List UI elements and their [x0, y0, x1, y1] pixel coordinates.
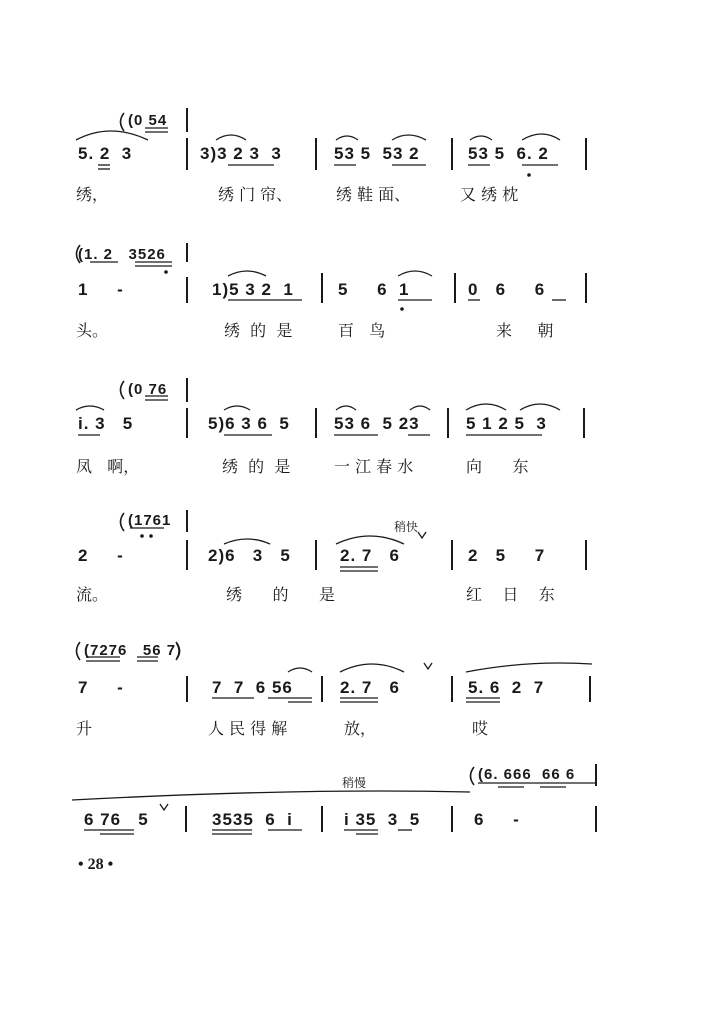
lyric-5-2: 人 民 得 解	[208, 719, 288, 738]
measure-4-2: 2)6 3 5	[208, 546, 291, 565]
lyric-2-2: 绣 的 是	[224, 321, 293, 340]
lyric-4-4: 红 日 东	[466, 585, 555, 604]
measure-6-4: 6 -	[474, 810, 520, 829]
measure-4-1: 2 -	[78, 546, 124, 565]
lyric-3-3: 一 江 春 水	[334, 457, 414, 476]
lyric-4-1: 流。	[76, 585, 109, 604]
measure-1-3: 53 5 53 2	[334, 144, 420, 163]
measure-5-2: 7 7 6 56	[212, 678, 293, 697]
lyric-4-2: 绣 的 是	[226, 585, 336, 604]
lyric-1-1: 绣，	[76, 185, 109, 204]
intro-notes-6: (6. 666 66 6	[478, 766, 576, 783]
measure-3-2: 5)6 3 6 5	[208, 414, 290, 433]
intro-notes-1: (0 54	[128, 112, 168, 129]
lyric-2-1: 头。	[76, 321, 109, 340]
tempo-marking-faster: 稍快	[394, 520, 419, 534]
measure-1-1: 5. 2 3	[78, 144, 133, 163]
measure-3-3: 53 6 5 23	[334, 414, 420, 433]
measure-1-4: 53 5 6. 2	[468, 144, 549, 163]
lyric-2-4: 来 朝	[496, 321, 554, 340]
lyric-1-4: 又 绣 枕	[460, 185, 519, 204]
measure-2-1: 1 -	[78, 280, 124, 299]
lyric-5-1: 升	[76, 719, 93, 738]
measure-6-1: 6 76 5	[84, 810, 149, 829]
intro-notes-3: (0 76	[128, 381, 168, 398]
lyric-1-3: 绣 鞋 面、	[336, 185, 411, 204]
measure-6-3: i 35 3 5	[344, 810, 421, 829]
measure-6-2: 3535 6 i	[212, 810, 293, 829]
measure-4-4: 2 5 7	[468, 546, 546, 565]
measure-4-3: 2. 7 6	[340, 546, 400, 565]
page-number: • 28 •	[78, 856, 114, 873]
lyric-3-2: 绣 的 是	[222, 457, 291, 476]
measure-2-2: 1)5 3 2 1	[212, 280, 294, 299]
lyric-3-1: 凤 啊，	[76, 457, 140, 476]
measure-5-1: 7 -	[78, 678, 124, 697]
tempo-marking-slower: 稍慢	[342, 776, 367, 790]
measure-5-4: 5. 6 2 7	[468, 678, 545, 697]
intro-notes-5: (7276 56 7)	[84, 642, 183, 659]
measure-1-2: 3)3 2 3 3	[200, 144, 282, 163]
measure-3-1: i. 3 5	[78, 414, 134, 433]
lyric-5-3: 放，	[344, 719, 377, 738]
lyric-1-2: 绣 门 帘、	[218, 185, 293, 204]
measure-3-4: 5 1 2 5 3	[466, 414, 547, 433]
intro-notes-4: (1761	[128, 512, 172, 529]
measure-5-3: 2. 7 6	[340, 678, 400, 697]
intro-notes-2: (1. 2 3526	[78, 246, 166, 263]
measure-2-3: 5 6 1	[338, 280, 410, 299]
measure-2-4: 0 6 6	[468, 280, 546, 299]
lyric-5-4: 哎	[472, 719, 489, 738]
lyric-3-4: 向 东	[466, 457, 529, 476]
lyric-2-3: 百 鸟	[338, 321, 386, 340]
